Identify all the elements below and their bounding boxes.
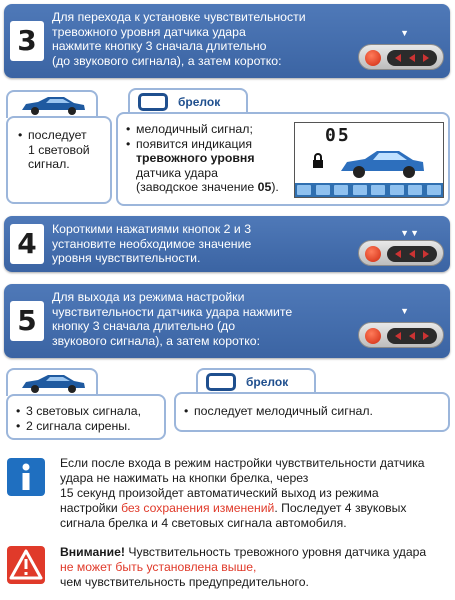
fob-result-panel <box>116 112 450 206</box>
buttons-2-3-icon <box>387 50 437 66</box>
lock-icon <box>311 153 325 169</box>
warning-note: Внимание! Чувствительность тревожного уровня датчика удара не может быть установлена выше, чем чувствительность предупредительного. <box>60 545 427 589</box>
buttons-2-3-icon <box>387 328 437 344</box>
button-1-icon <box>365 50 381 66</box>
lcd-car-icon <box>337 145 427 181</box>
fob-result-item-2: • появится индикация тревожного уровня датчика удара (заводское значение 05). <box>126 137 448 195</box>
car-result-item: • 3 световых сигнала, <box>16 404 164 419</box>
step-number: 3 <box>10 21 44 61</box>
fob-result-item-1: • мелодичный сигнал; <box>126 122 448 137</box>
car-result-item: • 2 сигнала сирены. <box>16 419 164 434</box>
press-indicator-icon: ▼ <box>400 28 410 38</box>
car-result-text: • последует <box>28 128 87 142</box>
step-3-box <box>4 4 450 78</box>
step-instruction: Для выхода из режима настройки чувствительности датчика удара нажмите кнопку 3 сначала длительно (до звукового сигнала), а затем коротко: <box>52 290 293 348</box>
info-icon <box>6 457 46 497</box>
fob-tab <box>128 88 248 114</box>
lcd-value: 05 <box>325 125 351 146</box>
step-instruction: Для перехода к установке чувствительности тревожного уровня датчика удара нажмите кнопку 3 сначала длительно (до звукового сигнала), а затем коротко: <box>52 10 306 68</box>
fob-result-item: • последует мелодичный сигнал. <box>184 404 448 419</box>
car-result-panel: • последует 1 световой сигнал. <box>6 116 112 204</box>
remote-buttons-icon <box>358 322 444 348</box>
info-note: Если после входа в режим настройки чувствительности датчика удара не нажимать на кнопки брелка, через 15 секунд произойдет автоматический выход из режима настройки без сохранения изменений. Последует 4 звуковых сигнала брелка и 4 световых сигнала автомобиля. <box>60 456 425 530</box>
remote-buttons-icon <box>358 44 444 70</box>
car-result-panel <box>6 394 166 440</box>
lcd-status-bar <box>295 183 443 197</box>
key-fob-icon <box>138 93 168 111</box>
fob-result-panel <box>174 392 450 432</box>
remote-buttons-icon <box>358 240 444 266</box>
fob-lcd-display <box>294 122 444 198</box>
fob-tab <box>196 368 316 394</box>
fob-label: брелок <box>246 375 289 389</box>
button-1-icon <box>365 246 381 262</box>
step-4-box <box>4 216 450 272</box>
step-5-box <box>4 284 450 358</box>
step-number: 5 <box>10 301 44 341</box>
car-tab <box>6 368 98 396</box>
button-1-icon <box>365 328 381 344</box>
car-icon <box>18 93 88 117</box>
buttons-2-3-icon <box>387 246 437 262</box>
step-instruction: Короткими нажатиями кнопок 2 и 3 установите необходимое значение уровня чувствительности. <box>52 222 252 265</box>
car-icon <box>18 371 88 395</box>
warning-icon <box>6 545 46 585</box>
fob-label: брелок <box>178 95 221 109</box>
step-number: 4 <box>10 224 44 264</box>
press-indicator-icon: ▼ <box>400 306 410 316</box>
car-tab <box>6 90 98 118</box>
press-indicator-icon: ▼▼ <box>400 228 420 238</box>
key-fob-icon <box>206 373 236 391</box>
